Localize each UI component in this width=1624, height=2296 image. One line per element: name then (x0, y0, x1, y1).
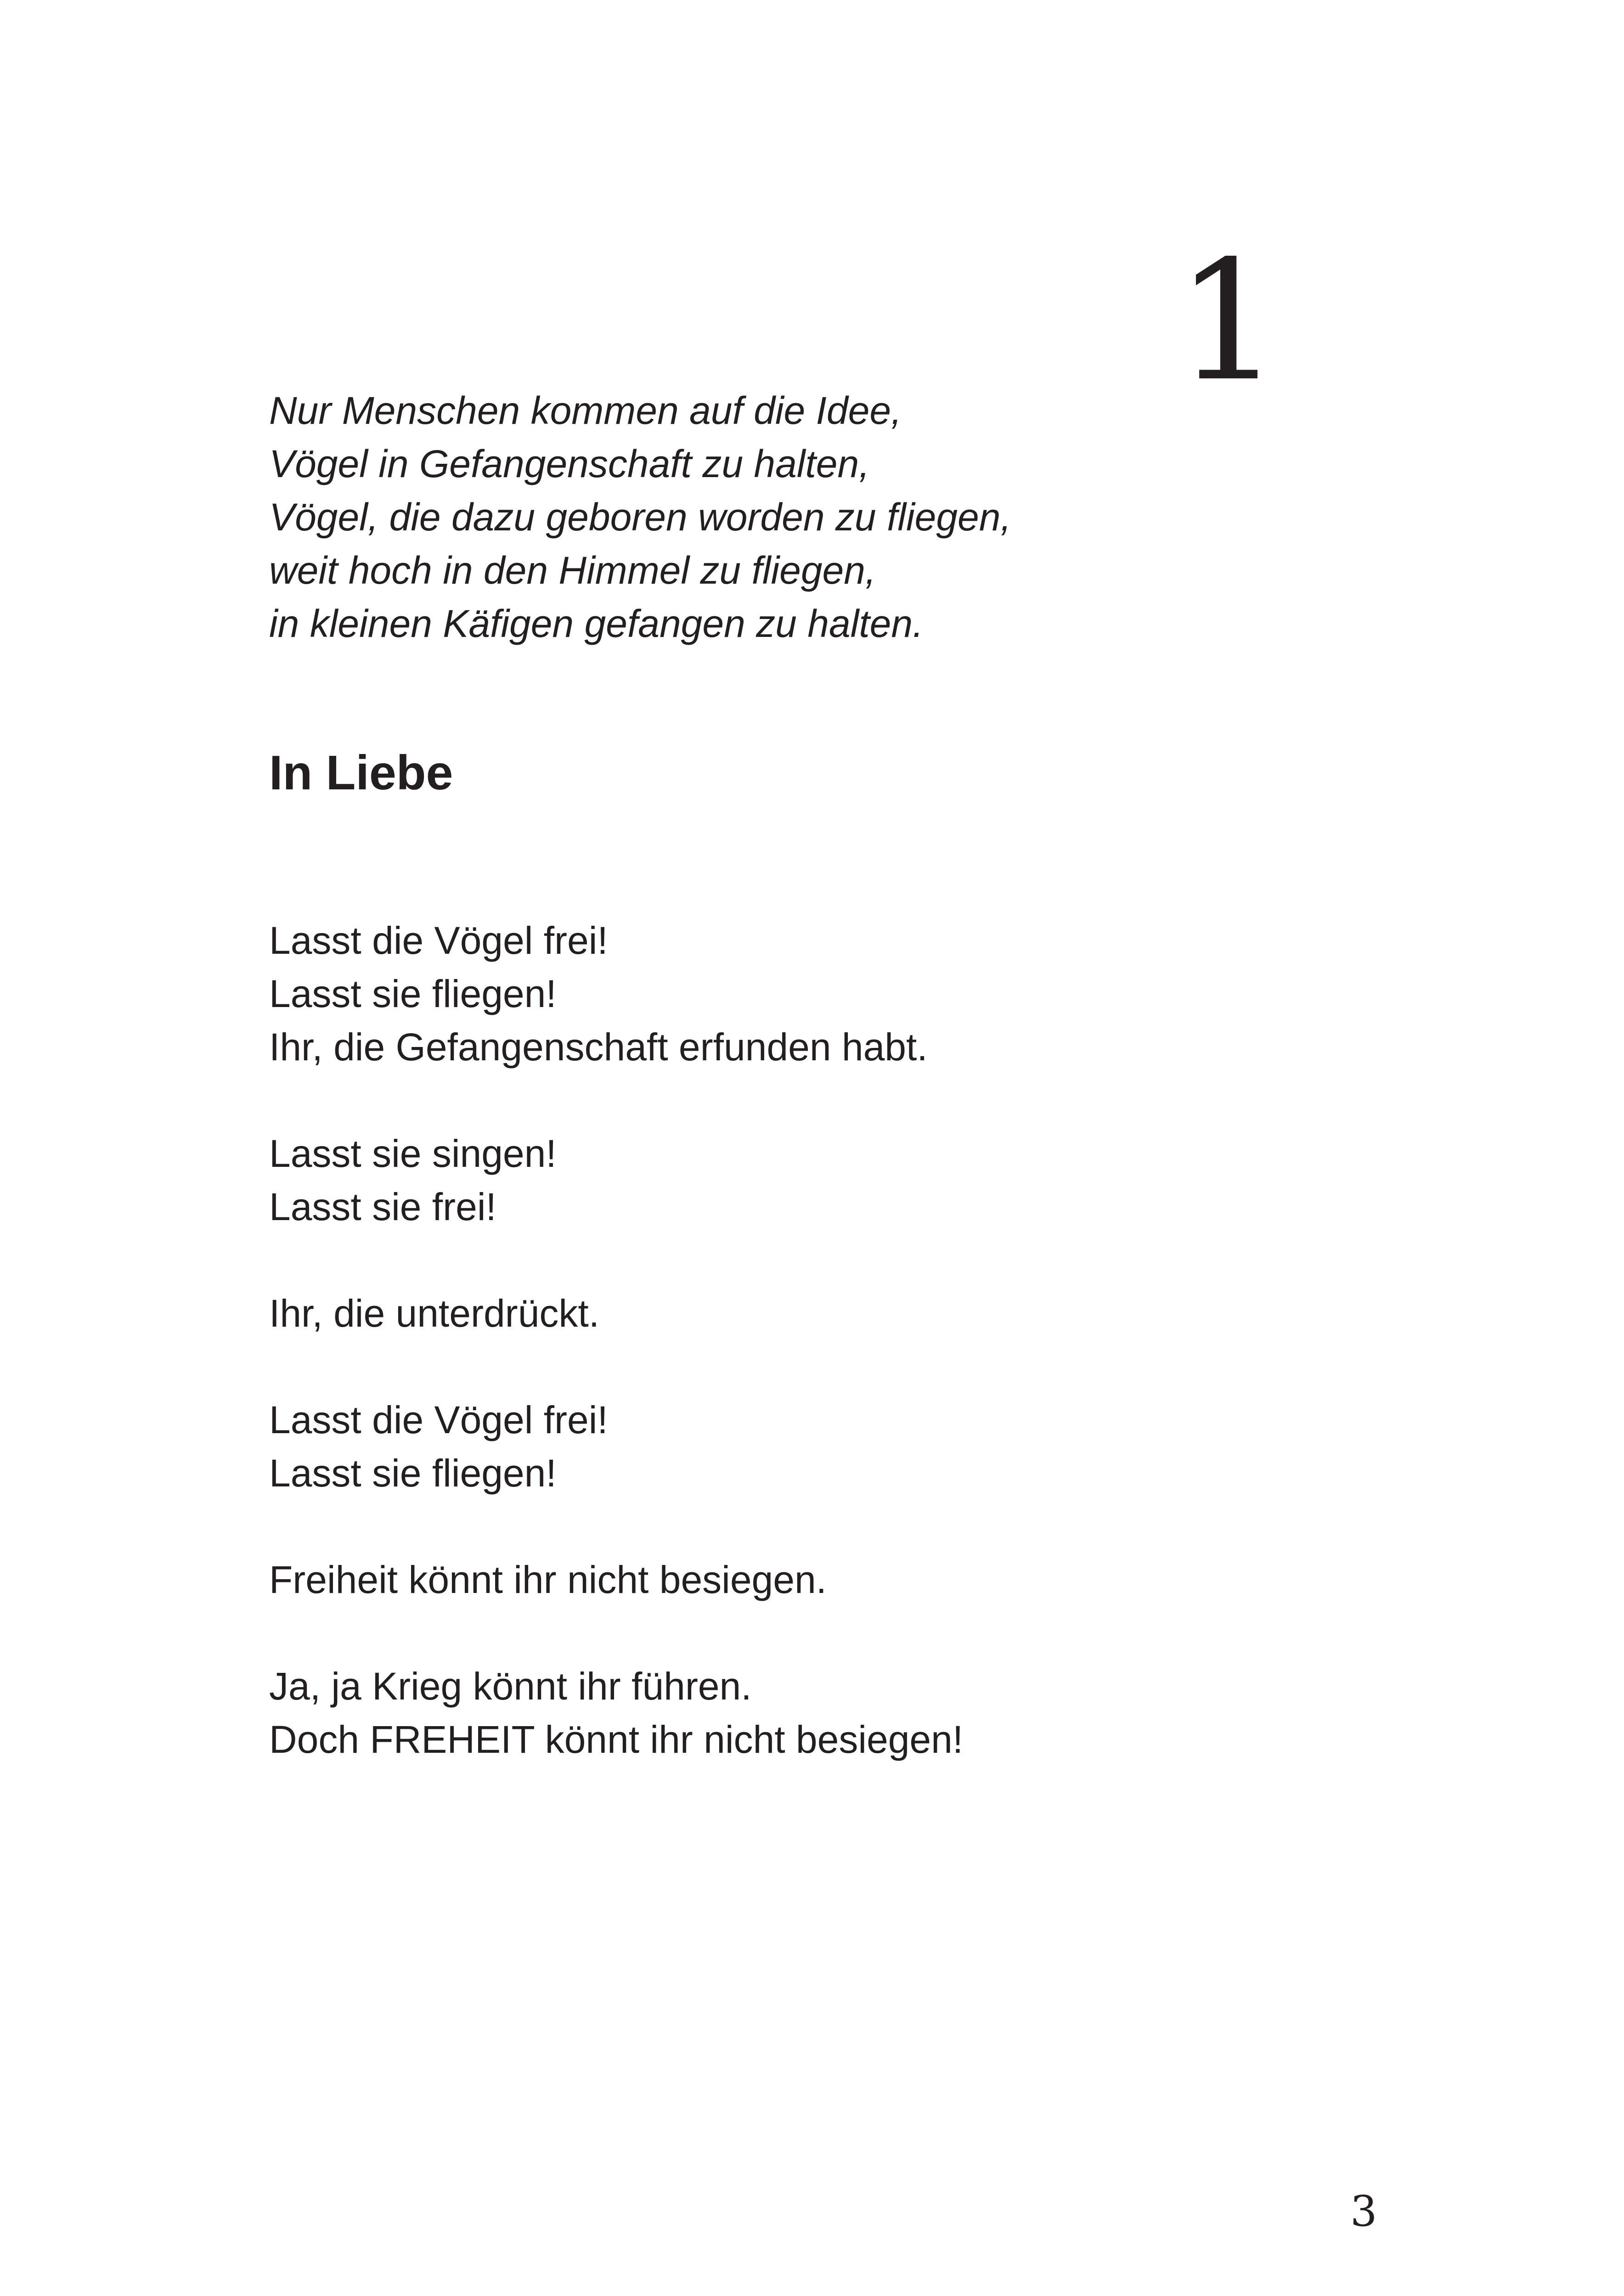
poem-line: Lasst sie fliegen! (269, 972, 557, 1015)
poem-line: Freiheit könnt ihr nicht besiegen. (269, 1558, 827, 1601)
epigraph (269, 384, 1011, 650)
chapter-number: 1 (1176, 225, 1281, 417)
epigraph-line: Nur Menschen kommen auf die Idee, (269, 389, 902, 432)
poem-line: Lasst die Vögel frei! (269, 1398, 608, 1441)
poem-line: Lasst sie singen! (269, 1132, 557, 1175)
poem-stanza (269, 914, 963, 1074)
poem-line: Lasst sie fliegen! (269, 1452, 557, 1495)
poem-line: Ihr, die unterdrückt. (269, 1292, 600, 1335)
poem-line: Lasst sie frei! (269, 1185, 496, 1228)
epigraph-line: in kleinen Käfigen gefangen zu halten. (269, 602, 924, 645)
poem-stanza (269, 1393, 963, 1500)
poem-stanza (269, 1660, 963, 1766)
epigraph-line: Vögel, die dazu geboren worden zu fliegen, (269, 495, 1011, 539)
poem-line: Ja, ja Krieg könnt ihr führen. (269, 1665, 752, 1708)
poem-title: In Liebe (269, 746, 453, 800)
poem-line: Ihr, die Gefangenschaft erfunden habt. (269, 1025, 928, 1069)
poem-stanza (269, 1553, 963, 1606)
poem-line: Doch FREHEIT könnt ihr nicht besiegen! (269, 1718, 964, 1761)
poem-stanza (269, 1127, 963, 1233)
poem-stanza (269, 1287, 963, 1340)
epigraph-line: weit hoch in den Himmel zu fliegen, (269, 549, 876, 592)
poem-body (269, 914, 963, 1766)
poem-line: Lasst die Vögel frei! (269, 919, 608, 962)
page-number: 3 (1350, 2187, 1377, 2236)
epigraph-line: Vögel in Gefangenschaft zu halten, (269, 442, 870, 485)
